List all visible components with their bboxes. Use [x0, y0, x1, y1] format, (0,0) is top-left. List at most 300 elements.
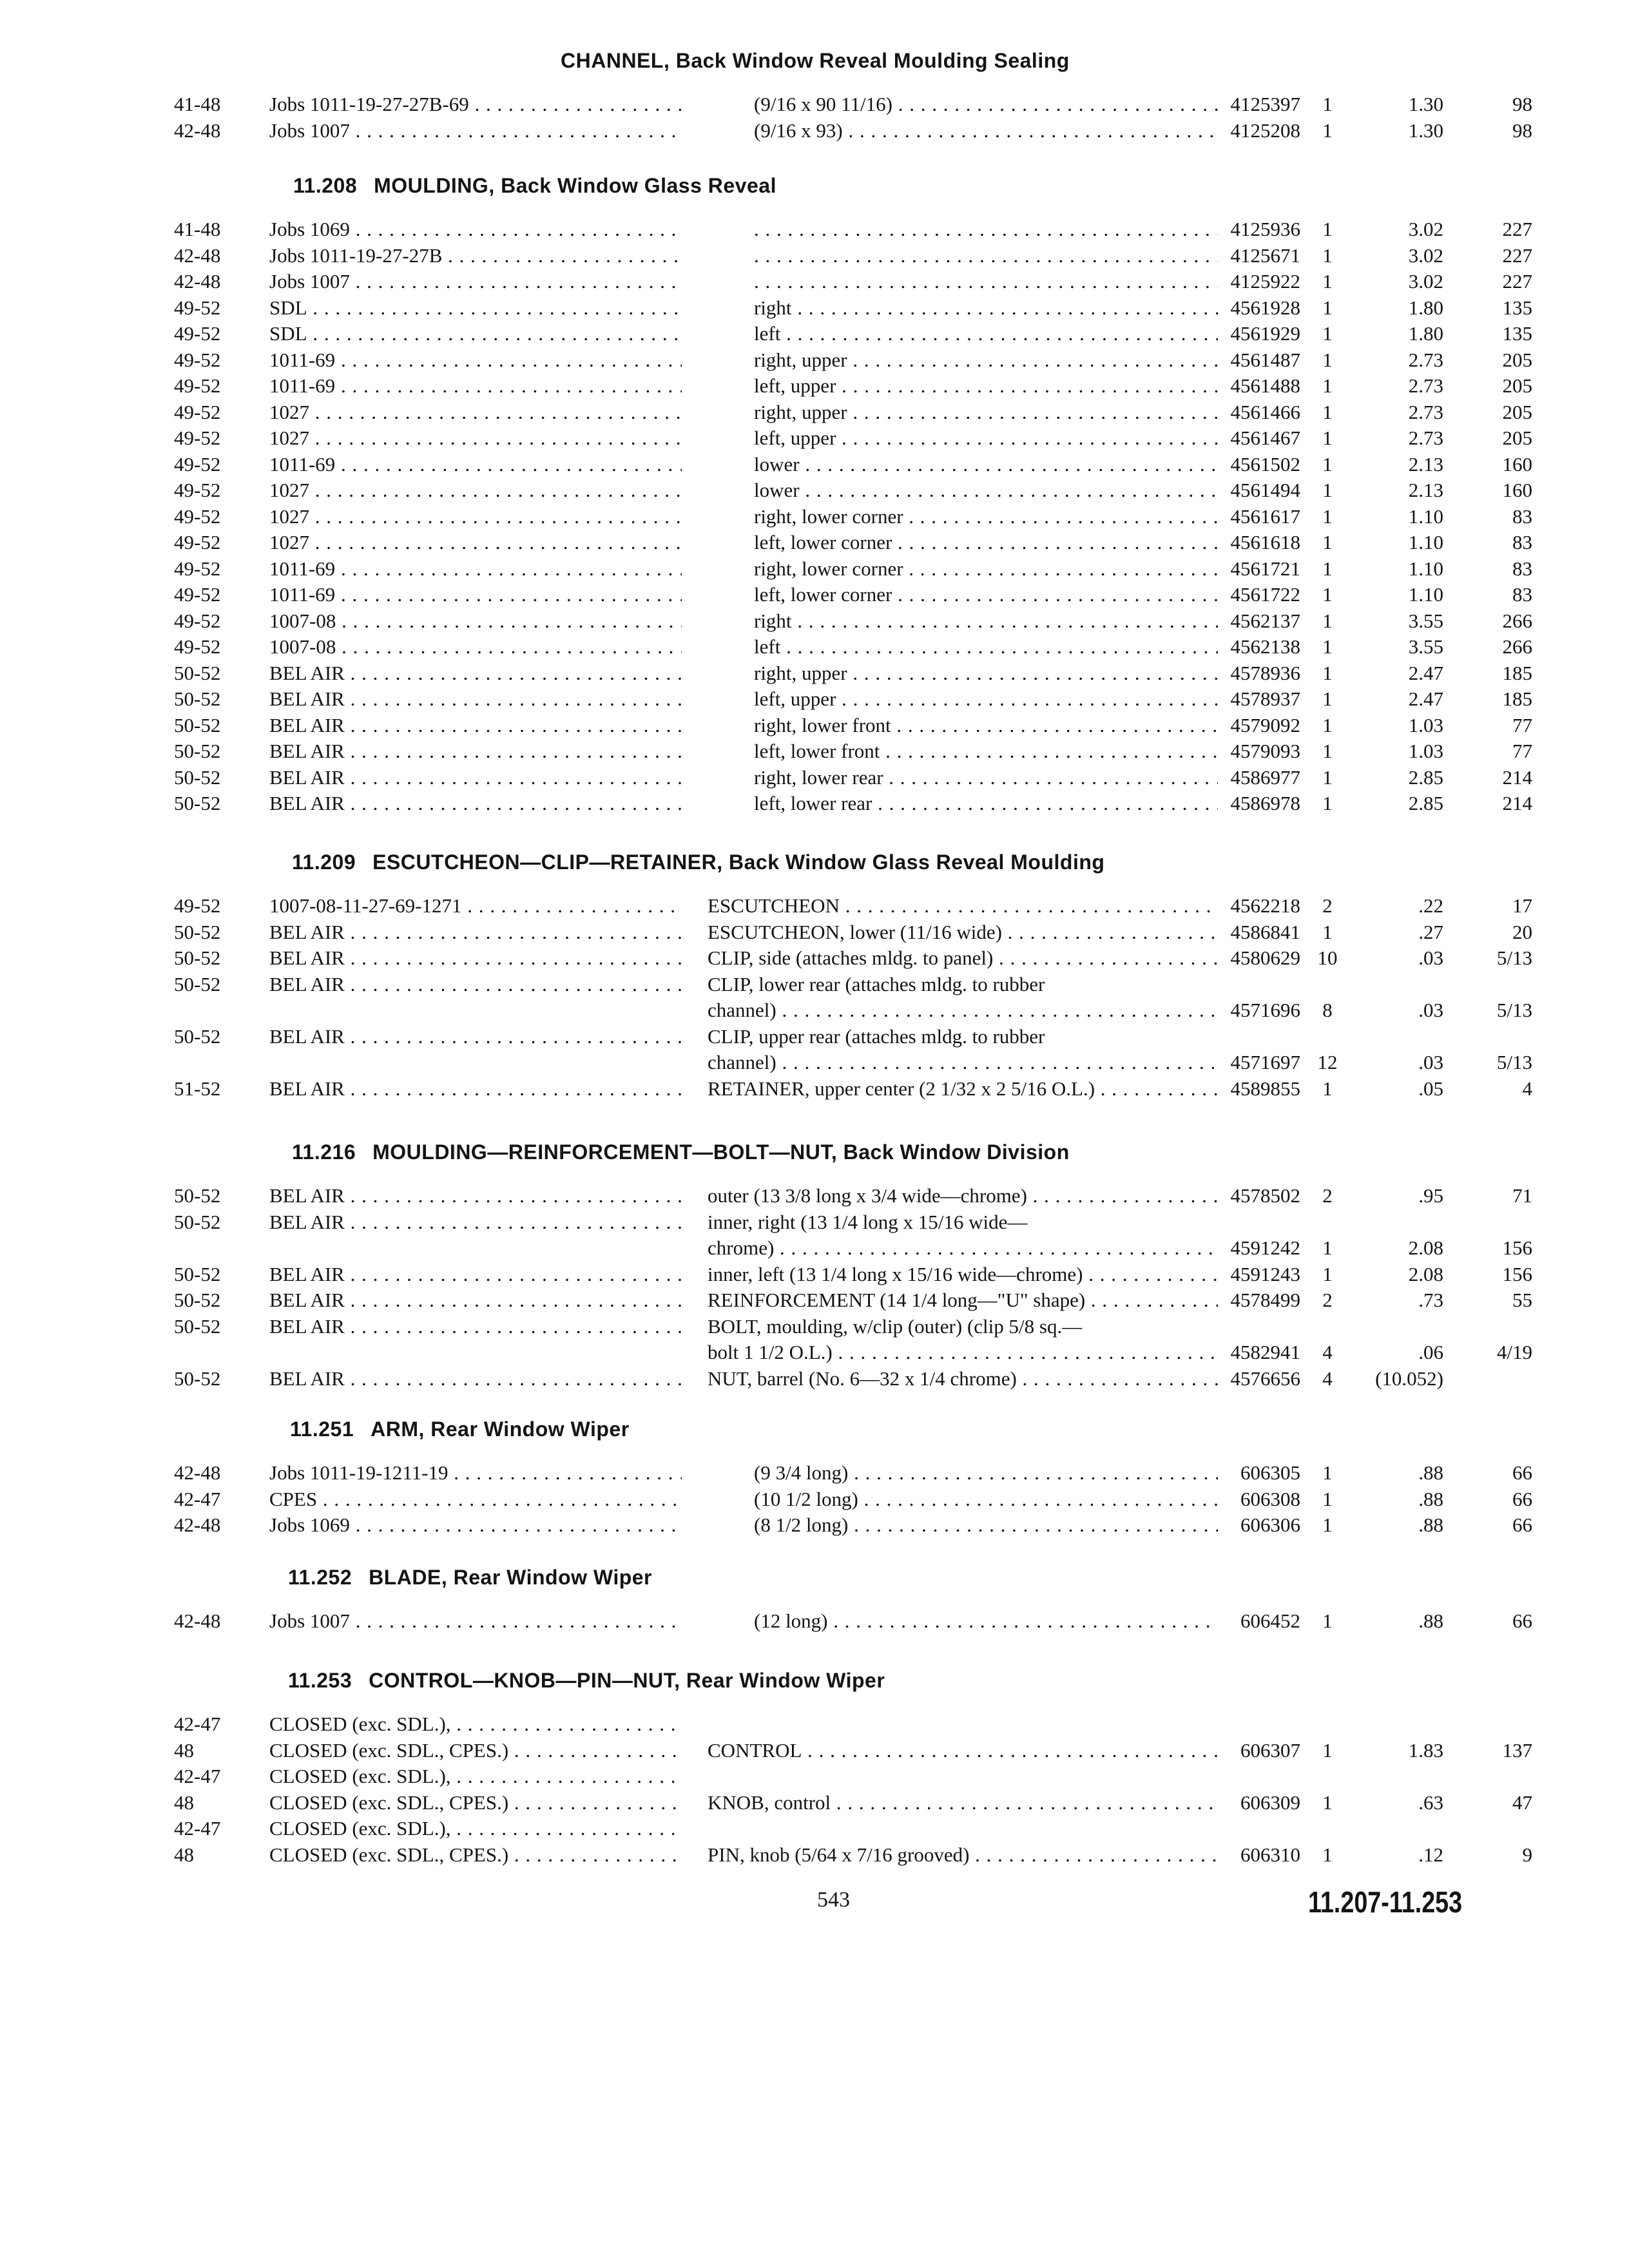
application: Jobs 1007 . . .: [269, 118, 682, 144]
part-number: 4578502: [1230, 1184, 1300, 1207]
part-row: [0, 556, 1629, 584]
model-years: 42-48: [174, 1610, 221, 1632]
quantity: 1: [1322, 661, 1333, 684]
weight: 137: [1502, 1738, 1532, 1762]
part-row: [0, 1816, 1629, 1844]
description: left, lower corner . . .: [754, 530, 1218, 555]
weight: 66: [1512, 1514, 1532, 1536]
quantity: 1: [1322, 920, 1333, 943]
part-number: 4571696: [1230, 999, 1300, 1021]
list-price: 2.13: [1408, 452, 1443, 476]
description: KNOB, control . . .: [708, 1790, 1218, 1816]
description: chrome) . . .: [708, 1235, 1218, 1261]
weight: 4: [1522, 1077, 1532, 1100]
description: (9 3/4 long) . . .: [754, 1460, 1218, 1486]
part-row: [0, 1024, 1629, 1052]
quantity: 1: [1322, 531, 1333, 553]
description: left, upper . . .: [754, 373, 1218, 399]
quantity: 1: [1322, 322, 1333, 345]
part-row: [0, 269, 1629, 297]
part-row: [0, 1738, 1629, 1766]
quantity: 1: [1322, 557, 1333, 580]
part-row: [0, 1235, 1629, 1264]
section-number: 11.216: [292, 1140, 356, 1164]
part-number: 4579093: [1230, 740, 1300, 762]
model-years: 49-52: [174, 322, 221, 345]
weight: 83: [1512, 531, 1532, 553]
quantity: 1: [1322, 792, 1333, 814]
model-years: 41-48: [174, 93, 221, 115]
section-title: ARM, Rear Window Wiper: [371, 1418, 630, 1441]
model-years: 50-52: [174, 713, 221, 736]
part-row: [0, 504, 1629, 532]
list-price: 1.30: [1408, 119, 1443, 142]
part-number: 4562218: [1230, 894, 1300, 917]
description: [754, 243, 1218, 269]
model-years: 42-47: [174, 1713, 221, 1735]
application: CLOSED (exc. SDL., CPES.) . . .: [269, 1790, 682, 1816]
part-row: [0, 1340, 1629, 1368]
quantity: 2: [1322, 1184, 1333, 1207]
list-price: .03: [1418, 947, 1443, 969]
model-years: 49-52: [174, 479, 221, 501]
part-row: [0, 321, 1629, 349]
model-years: 50-52: [174, 661, 221, 684]
description: CLIP, side (attaches mldg. to panel) . . .: [708, 945, 1218, 971]
part-number: 4125922: [1230, 270, 1300, 293]
application: Jobs 1069 . . .: [269, 216, 682, 242]
description: left . . .: [754, 634, 1218, 660]
part-row: [0, 452, 1629, 480]
description: left, lower corner . . .: [754, 582, 1218, 608]
list-price: .88: [1418, 1487, 1443, 1510]
section-heading: [290, 1418, 630, 1441]
model-years: 42-48: [174, 270, 221, 293]
weight: 156: [1502, 1236, 1532, 1259]
weight: 98: [1512, 119, 1532, 142]
part-row: [0, 243, 1629, 271]
quantity: 1: [1322, 635, 1333, 658]
application: 1011-69 . . .: [269, 582, 682, 608]
part-row: [0, 765, 1629, 793]
quantity: 1: [1322, 1262, 1333, 1285]
quantity: 1: [1322, 374, 1333, 397]
section-title: MOULDING, Back Window Glass Reveal: [374, 174, 776, 197]
section-title: CONTROL—KNOB—PIN—NUT, Rear Window Wiper: [369, 1669, 885, 1692]
application: SDL . . .: [269, 295, 682, 321]
weight: 20: [1512, 920, 1532, 943]
description: right, lower corner . . .: [754, 504, 1218, 530]
description: CONTROL . . .: [708, 1738, 1218, 1763]
description: right, lower rear . . .: [754, 765, 1218, 791]
weight: 214: [1502, 792, 1532, 814]
part-number: 4561467: [1230, 427, 1300, 449]
part-number: 4562138: [1230, 635, 1300, 658]
description: left, upper . . .: [754, 686, 1218, 712]
part-row: [0, 1314, 1629, 1342]
part-number: 4580629: [1230, 947, 1300, 969]
description: (9/16 x 93) . . .: [754, 118, 1218, 144]
list-price: 1.10: [1408, 557, 1443, 580]
part-row: [0, 216, 1629, 245]
list-price: .03: [1418, 1051, 1443, 1073]
list-price: 3.02: [1408, 218, 1443, 240]
model-years: 48: [174, 1843, 194, 1866]
part-row: [0, 1460, 1629, 1488]
model-years: 49-52: [174, 609, 221, 632]
model-years: 50-52: [174, 765, 221, 789]
description: (8 1/2 long) . . .: [754, 1512, 1218, 1538]
list-price: 1.80: [1408, 322, 1443, 345]
section-number: 11.209: [292, 850, 356, 874]
part-number: 606306: [1240, 1514, 1300, 1536]
model-years: 42-48: [174, 119, 221, 142]
part-row: [0, 893, 1629, 921]
weight: 205: [1502, 427, 1532, 449]
list-price: 2.73: [1408, 374, 1443, 397]
part-number: 606309: [1240, 1791, 1300, 1814]
description: inner, right (13 1/4 long x 15/16 wide—: [708, 1210, 1028, 1233]
list-price: (10.052): [1375, 1367, 1443, 1390]
list-price: .63: [1418, 1791, 1443, 1814]
weight: 185: [1502, 661, 1532, 684]
part-row: [0, 686, 1629, 715]
model-years: 50-52: [174, 1262, 221, 1285]
model-years: 50-52: [174, 1367, 221, 1390]
part-number: 4586977: [1230, 765, 1300, 789]
weight: 266: [1502, 635, 1532, 658]
model-years: 50-52: [174, 1184, 221, 1207]
model-years: 42-48: [174, 244, 221, 267]
quantity: 12: [1317, 1051, 1338, 1073]
part-row: [0, 738, 1629, 767]
application: BEL AIR . . .: [269, 1209, 682, 1235]
part-row: [0, 1209, 1629, 1238]
part-row: [0, 1486, 1629, 1515]
part-row: [0, 1608, 1629, 1637]
quantity: 2: [1322, 1289, 1333, 1311]
model-years: 49-52: [174, 296, 221, 319]
quantity: 1: [1322, 1738, 1333, 1762]
weight: 205: [1502, 348, 1532, 371]
quantity: 1: [1322, 218, 1333, 240]
description: right, upper . . .: [754, 660, 1218, 686]
application: BEL AIR . . .: [269, 713, 682, 738]
list-price: 1.80: [1408, 296, 1443, 319]
weight: 83: [1512, 505, 1532, 528]
list-price: 2.73: [1408, 400, 1443, 423]
quantity: 2: [1322, 894, 1333, 917]
section-heading: [292, 1140, 1070, 1164]
part-row: [0, 1366, 1629, 1394]
list-price: .06: [1418, 1341, 1443, 1363]
weight: 5/13: [1496, 947, 1532, 969]
model-years: 50-52: [174, 920, 221, 943]
weight: 83: [1512, 557, 1532, 580]
quantity: 1: [1322, 119, 1333, 142]
description: left, lower front . . .: [754, 738, 1218, 764]
model-years: 49-52: [174, 374, 221, 397]
part-number: 4561488: [1230, 374, 1300, 397]
application: 1011-69 . . .: [269, 556, 682, 582]
description: lower . . .: [754, 477, 1218, 503]
quantity: 8: [1322, 999, 1333, 1021]
model-years: 41-48: [174, 218, 221, 240]
application: BEL AIR . . .: [269, 686, 682, 712]
application: BEL AIR . . .: [269, 765, 682, 791]
quantity: 1: [1322, 1791, 1333, 1814]
list-price: 2.73: [1408, 348, 1443, 371]
section-number: 11.208: [293, 174, 358, 197]
application: Jobs 1007 . . .: [269, 269, 682, 294]
description: PIN, knob (5/64 x 7/16 grooved) . . .: [708, 1842, 1218, 1868]
section-heading: [288, 1566, 652, 1590]
list-price: 1.10: [1408, 583, 1443, 606]
list-price: .73: [1418, 1289, 1443, 1311]
application: Jobs 1011-19-27-27B . . .: [269, 243, 682, 269]
part-number: 4561928: [1230, 296, 1300, 319]
model-years: 50-52: [174, 1314, 221, 1338]
description: CLIP, upper rear (attaches mldg. to rubber: [708, 1024, 1045, 1048]
description: left, upper . . .: [754, 425, 1218, 451]
weight: 55: [1512, 1289, 1532, 1311]
quantity: 1: [1322, 1487, 1333, 1510]
section-heading: [292, 850, 1104, 874]
model-years: 49-52: [174, 427, 221, 449]
application: BEL AIR . . .: [269, 1314, 682, 1340]
application: Jobs 1011-19-1211-19 . . .: [269, 1460, 682, 1486]
description: right . . .: [754, 608, 1218, 634]
description: CLIP, lower rear (attaches mldg. to rubber: [708, 972, 1045, 995]
part-row: [0, 972, 1629, 1000]
quantity: 1: [1322, 740, 1333, 762]
list-price: 2.85: [1408, 765, 1443, 789]
part-row: [0, 919, 1629, 948]
application: BEL AIR . . .: [269, 972, 682, 997]
part-row: [0, 608, 1629, 637]
application: 1011-69 . . .: [269, 452, 682, 477]
model-years: 42-48: [174, 1514, 221, 1536]
weight: 4/19: [1496, 1341, 1532, 1363]
quantity: 1: [1322, 1514, 1333, 1536]
quantity: 4: [1322, 1367, 1333, 1390]
application: CLOSED (exc. SDL.), . . .: [269, 1816, 682, 1841]
weight: 160: [1502, 452, 1532, 476]
part-row: [0, 373, 1629, 401]
quantity: 1: [1322, 1843, 1333, 1866]
part-row: [0, 530, 1629, 558]
part-row: [0, 1512, 1629, 1541]
quantity: 1: [1322, 1077, 1333, 1100]
quantity: 1: [1322, 244, 1333, 267]
weight: 227: [1502, 244, 1532, 267]
application: Jobs 1069 . . .: [269, 1512, 682, 1538]
model-years: 49-52: [174, 635, 221, 658]
list-price: 3.55: [1408, 635, 1443, 658]
model-years: 50-52: [174, 740, 221, 762]
description: outer (13 3/8 long x 3/4 wide—chrome) . . .: [708, 1183, 1218, 1209]
part-number: 4582941: [1230, 1341, 1300, 1363]
model-years: 49-52: [174, 452, 221, 476]
description: RETAINER, upper center (2 1/32 x 2 5/16 O.L.) . . .: [708, 1076, 1218, 1102]
part-number: 4586978: [1230, 792, 1300, 814]
description: inner, left (13 1/4 long x 15/16 wide—chrome) . . .: [708, 1262, 1218, 1287]
application: BEL AIR . . .: [269, 1262, 682, 1287]
list-price: .88: [1418, 1514, 1443, 1536]
list-price: 2.13: [1408, 479, 1443, 501]
application: 1007-08-11-27-69-1271 . . .: [269, 893, 682, 919]
list-price: .88: [1418, 1610, 1443, 1632]
list-price: .88: [1418, 1461, 1443, 1484]
part-number: 4578936: [1230, 661, 1300, 684]
model-years: 50-52: [174, 947, 221, 969]
section-heading: [293, 174, 776, 198]
weight: 77: [1512, 740, 1532, 762]
application: BEL AIR . . .: [269, 945, 682, 971]
part-number: 4591242: [1230, 1236, 1300, 1259]
list-price: 3.02: [1408, 244, 1443, 267]
application: Jobs 1007 . . .: [269, 1608, 682, 1634]
quantity: 4: [1322, 1341, 1333, 1363]
section-title: MOULDING—REINFORCEMENT—BOLT—NUT, Back Window Division: [372, 1140, 1070, 1164]
description: ESCUTCHEON . . .: [708, 893, 1218, 919]
quantity: 1: [1322, 270, 1333, 293]
description: ESCUTCHEON, lower (11/16 wide) . . .: [708, 919, 1218, 945]
list-price: .27: [1418, 920, 1443, 943]
model-years: 49-52: [174, 894, 221, 917]
weight: 227: [1502, 218, 1532, 240]
weight: 185: [1502, 687, 1532, 710]
weight: 17: [1512, 894, 1532, 917]
weight: 135: [1502, 296, 1532, 319]
weight: 227: [1502, 270, 1532, 293]
part-number: 4561494: [1230, 479, 1300, 501]
weight: 156: [1502, 1262, 1532, 1285]
quantity: 1: [1322, 452, 1333, 476]
weight: 160: [1502, 479, 1532, 501]
part-row: [0, 1262, 1629, 1290]
list-price: 1.03: [1408, 740, 1443, 762]
list-price: 1.10: [1408, 531, 1443, 553]
part-row: [0, 118, 1629, 146]
description: channel) . . .: [708, 997, 1218, 1023]
model-years: 49-52: [174, 400, 221, 423]
quantity: 1: [1322, 687, 1333, 710]
section-title: BLADE, Rear Window Wiper: [369, 1566, 652, 1589]
weight: 66: [1512, 1487, 1532, 1510]
weight: 205: [1502, 374, 1532, 397]
quantity: 1: [1322, 505, 1333, 528]
application: 1027 . . .: [269, 399, 682, 425]
section-title: ESCUTCHEON—CLIP—RETAINER, Back Window Glass Reveal Moulding: [372, 850, 1105, 874]
part-row: [0, 347, 1629, 376]
model-years: 50-52: [174, 792, 221, 814]
application: 1011-69 . . .: [269, 373, 682, 399]
part-number: 606310: [1240, 1843, 1300, 1866]
part-row: [0, 713, 1629, 741]
description: [754, 269, 1218, 294]
quantity: 1: [1322, 1461, 1333, 1484]
section-number: 11.252: [288, 1566, 352, 1589]
description: left . . .: [754, 321, 1218, 347]
list-price: 2.08: [1408, 1262, 1443, 1285]
part-row: [0, 91, 1629, 120]
application: 1007-08 . . .: [269, 608, 682, 634]
part-number: 4561929: [1230, 322, 1300, 345]
part-row: [0, 634, 1629, 662]
weight: 66: [1512, 1610, 1532, 1632]
quantity: 1: [1322, 713, 1333, 736]
weight: 266: [1502, 609, 1532, 632]
application: BEL AIR . . .: [269, 1183, 682, 1209]
list-price: .05: [1418, 1077, 1443, 1100]
application: CLOSED (exc. SDL.), . . .: [269, 1711, 682, 1737]
description: lower . . .: [754, 452, 1218, 477]
application: CLOSED (exc. SDL., CPES.) . . .: [269, 1738, 682, 1763]
application: BEL AIR . . .: [269, 1076, 682, 1102]
section-number: 11.251: [290, 1418, 354, 1441]
list-price: .12: [1418, 1843, 1443, 1866]
model-years: 50-52: [174, 1024, 221, 1048]
part-number: 4589855: [1230, 1077, 1300, 1100]
part-number: 4561617: [1230, 505, 1300, 528]
model-years: 49-52: [174, 348, 221, 371]
part-number: 606452: [1240, 1610, 1300, 1632]
list-price: .95: [1418, 1184, 1443, 1207]
list-price: .22: [1418, 894, 1443, 917]
part-row: [0, 1711, 1629, 1740]
part-row: [0, 1287, 1629, 1316]
quantity: 1: [1322, 1236, 1333, 1259]
weight: 83: [1512, 583, 1532, 606]
part-number: 4561722: [1230, 583, 1300, 606]
part-number: 4125936: [1230, 218, 1300, 240]
model-years: 51-52: [174, 1077, 221, 1100]
part-number: 4561487: [1230, 348, 1300, 371]
list-price: 2.85: [1408, 792, 1443, 814]
model-years: 48: [174, 1738, 194, 1762]
part-row: [0, 660, 1629, 689]
list-price: 2.08: [1408, 1236, 1443, 1259]
weight: 47: [1512, 1791, 1532, 1814]
description: right, upper . . .: [754, 347, 1218, 373]
model-years: 42-47: [174, 1487, 221, 1510]
part-number: 4561618: [1230, 531, 1300, 553]
list-price: 3.02: [1408, 270, 1443, 293]
part-row: [0, 425, 1629, 454]
description: NUT, barrel (No. 6—32 x 1/4 chrome) . . .: [708, 1366, 1218, 1392]
application: CLOSED (exc. SDL.), . . .: [269, 1763, 682, 1789]
application: BEL AIR . . .: [269, 660, 682, 686]
section-range: 11.207-11.253: [1308, 1885, 1463, 1919]
model-years: 42-47: [174, 1817, 221, 1840]
quantity: 1: [1322, 348, 1333, 371]
model-years: 49-52: [174, 505, 221, 528]
part-number: 4561502: [1230, 452, 1300, 476]
part-row: [0, 399, 1629, 428]
quantity: 1: [1322, 583, 1333, 606]
description: channel) . . .: [708, 1050, 1218, 1075]
section-heading: [288, 1669, 885, 1693]
part-row: [0, 1076, 1629, 1104]
part-number: 4578937: [1230, 687, 1300, 710]
model-years: 49-52: [174, 531, 221, 553]
quantity: 1: [1322, 479, 1333, 501]
application: CLOSED (exc. SDL., CPES.) . . .: [269, 1842, 682, 1868]
section-number: 11.253: [288, 1669, 352, 1692]
application: BEL AIR . . .: [269, 1287, 682, 1313]
weight: 98: [1512, 93, 1532, 115]
